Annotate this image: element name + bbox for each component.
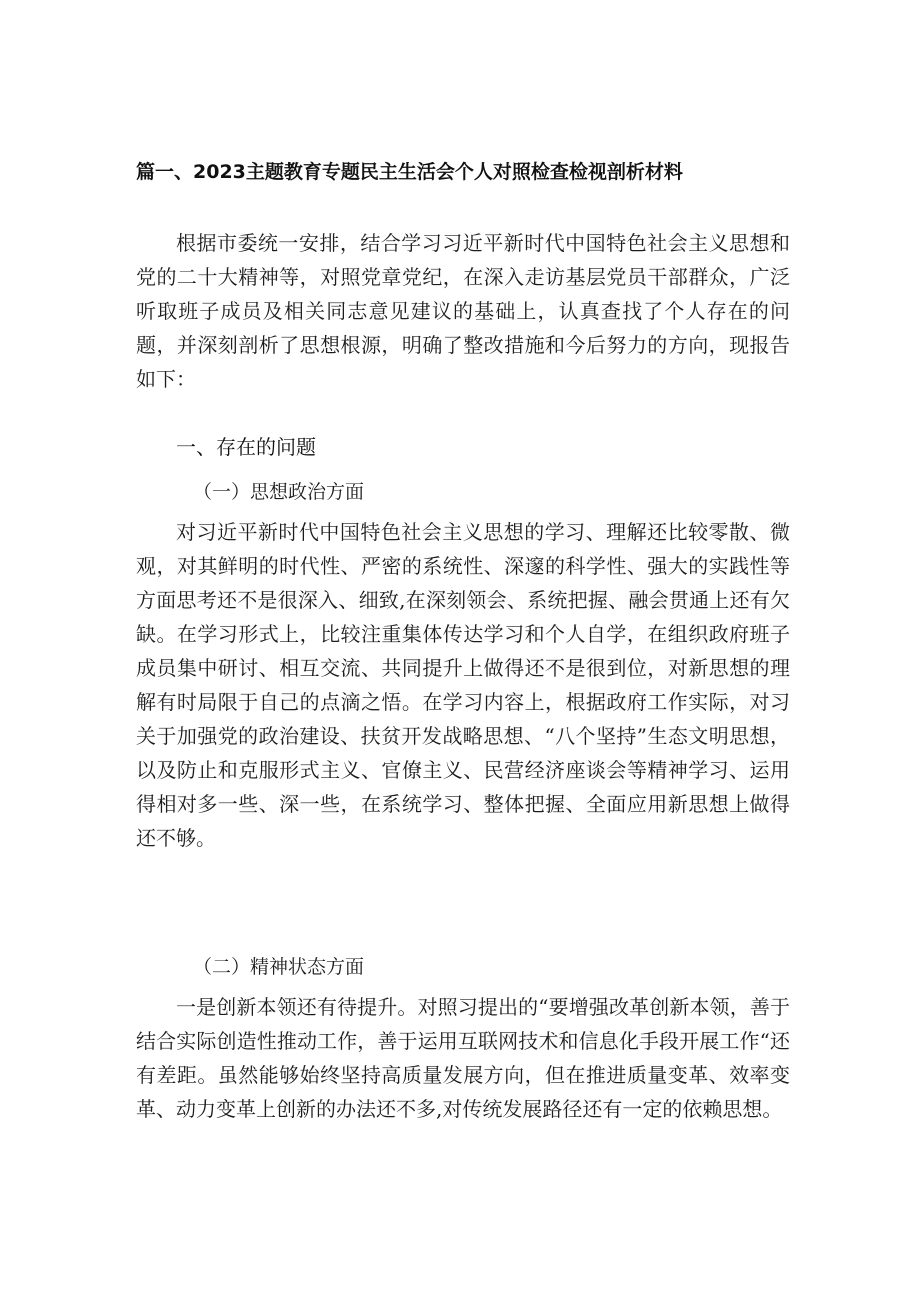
paragraph-ideology: 对习近平新时代中国特色社会主义思想的学习、理解还比较零散、微观，对其鲜明的时代性、严密的系统性、深邃的科学性、强大的实践性等方面思考还不是很深入、细致,在深刻领会、系统把握、融会贯通上还有欠缺。在学习形式上，比较注重集体传达学习和个人自学，在组织政府班子成员集中研讨、相互交流、共同提升上做得还不是很到位，对新思想的理解有时局限于自己的点滴之悟。在学习内容上，根据政府工作实际，对习关于加强党的政治建设、扶贫开发战略思想、“八个坚持”生态文明思想，以及防止和克服形式主义、官僚主义、民营经济座谈会等精神学习、运用得相对多一些、深一些，在系统学习、整体把握、全面应用新思想上做得还不够。	[136, 520, 790, 850]
intro-paragraph: 根据市委统一安排，结合学习习近平新时代中国特色社会主义思想和党的二十大精神等，对照党章党纪，在深入走访基层党员干部群众，广泛听取班子成员及相关同志意见建议的基础上，认真查找了个人存在的问题，并深刻剖析了思想根源，明确了整改措施和今后努力的方向，现报告如下：	[136, 231, 790, 391]
paragraph-spirit: 一是创新本领还有待提升。对照习提出的“要增强改革创新本领，善于结合实际创造性推动工作，善于运用互联网技术和信息化手段开展工作“还有差距。虽然能够始终坚持高质量发展方向，但在推进质量变革、效率变革、动力变革上创新的办法还不多,对传统发展路径还有一定的依赖思想。	[136, 995, 790, 1121]
subsection-heading-ideology: （一）思想政治方面	[193, 481, 365, 503]
subsection-heading-spirit: （二）精神状态方面	[193, 956, 365, 978]
document-title: 篇一、2023主题教育专题民主生活会个人对照检查检视剖析材料	[136, 161, 683, 183]
section-heading-problems: 一、存在的问题	[176, 435, 316, 459]
